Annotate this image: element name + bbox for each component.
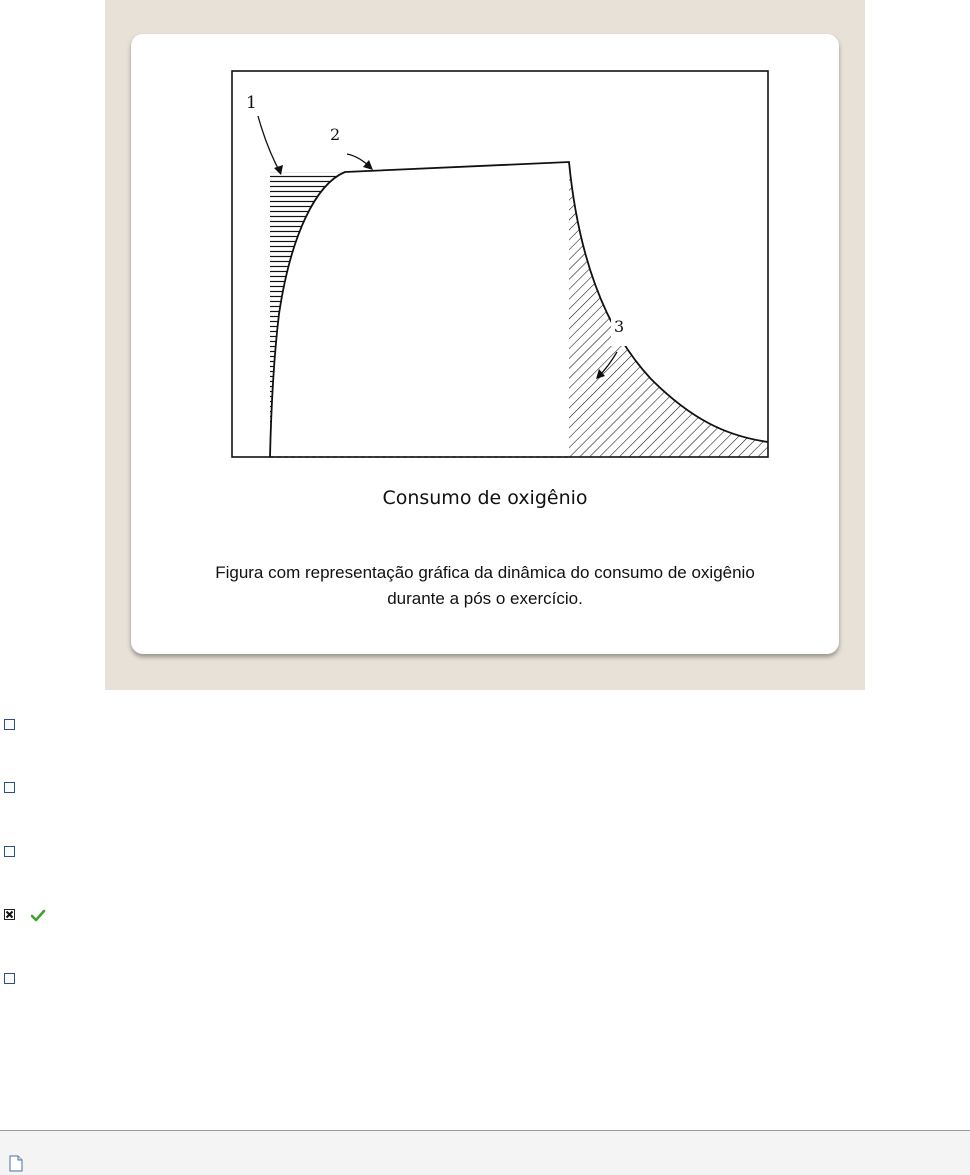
footer-row (0, 1131, 970, 1175)
green-check-icon (30, 908, 46, 922)
answer-option-3[interactable] (0, 843, 970, 867)
figure-caption (161, 560, 809, 612)
chart-title: Consumo de oxigênio (382, 487, 588, 509)
checkbox-icon[interactable] (4, 719, 15, 730)
annotation-2: 2 (330, 125, 341, 144)
checked-checkbox-icon[interactable] (4, 909, 15, 920)
oxygen-curve (270, 162, 768, 457)
recovery-area (569, 164, 768, 457)
figure-card (131, 34, 839, 654)
annotation-1-arrow (258, 116, 281, 174)
diagram-frame (232, 71, 768, 457)
answer-option-5[interactable] (0, 970, 970, 994)
document-icon[interactable] (9, 1155, 23, 1172)
caption-line-1: Figura com representação gráfica da dinâmica do consumo de oxigênio (215, 563, 755, 582)
caption-line-2: durante a pós o exercício. (387, 589, 583, 608)
answer-option-1[interactable] (0, 716, 970, 740)
annotation-3: 3 (614, 317, 625, 336)
checkbox-icon[interactable] (4, 846, 15, 857)
checkbox-icon[interactable] (4, 782, 15, 793)
figure-panel (105, 0, 865, 690)
annotation-1: 1 (246, 93, 257, 113)
answer-option-4[interactable] (0, 906, 970, 930)
oxygen-consumption-diagram (131, 34, 839, 494)
answer-option-2[interactable] (0, 779, 970, 803)
checkbox-icon[interactable] (4, 973, 15, 984)
